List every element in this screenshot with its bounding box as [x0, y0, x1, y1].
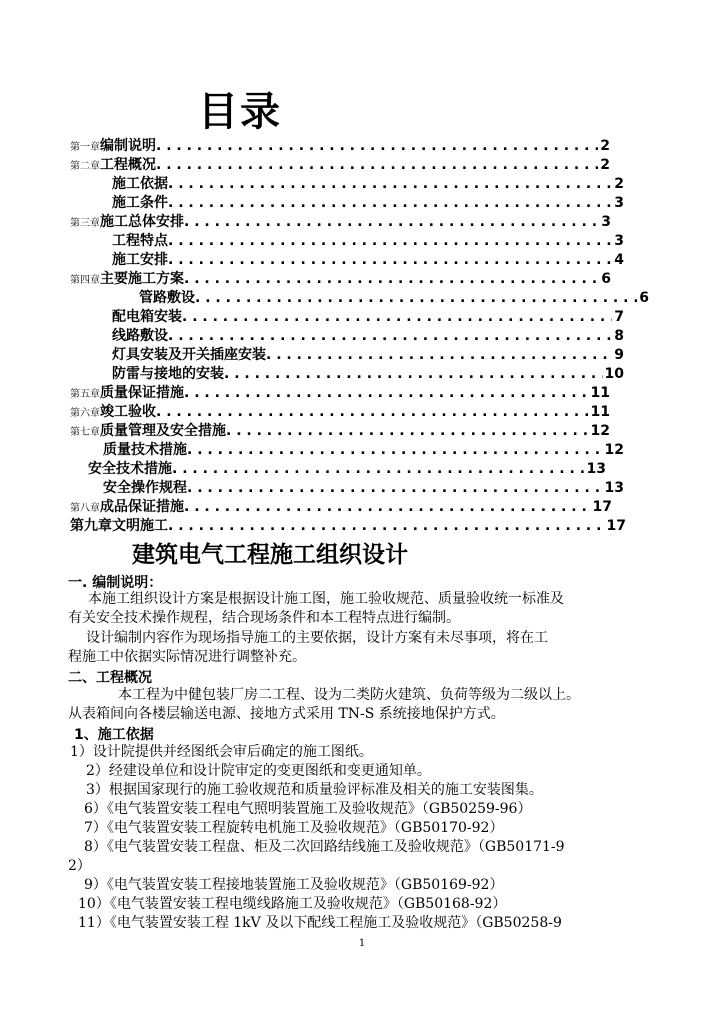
- toc-entry-label: 配电箱安装: [112, 309, 182, 324]
- paragraph-line: 从表箱间向各楼层输送电源、接地方式采用 TN-S 系统接地保护方式。: [68, 706, 505, 722]
- toc-entry-page: 8: [614, 328, 624, 343]
- toc-entry[interactable]: [70, 211, 611, 229]
- toc-entry-page: 17: [592, 499, 612, 514]
- toc-leader-dots: [195, 290, 637, 305]
- list-item: 2）: [68, 858, 91, 874]
- toc-chapter-prefix: 第二章: [70, 161, 100, 172]
- toc-entry[interactable]: [139, 287, 649, 305]
- section-heading: 一. 编制说明：: [68, 575, 163, 591]
- toc-entry-label: 施工依据: [112, 176, 168, 191]
- toc-leader-dots: [224, 366, 603, 381]
- toc-entry-page: 13: [604, 480, 624, 495]
- toc-chapter-prefix: 第五章: [70, 389, 100, 400]
- toc-leader-dots: [156, 138, 598, 153]
- toc-entry-label: 工程特点: [112, 233, 168, 248]
- toc-entry[interactable]: [70, 401, 610, 419]
- section-heading: 二、工程概况: [68, 670, 152, 686]
- toc-entry-label: 竣工验收: [100, 404, 156, 419]
- toc-title: 目录: [198, 89, 282, 135]
- toc-entry-label: 安全技术措施: [88, 461, 172, 476]
- paragraph-line: 本工程为中健包装厂房二工程、设为二类防火建筑、负荷等级为二级以上。: [118, 687, 580, 703]
- page-number: 1: [358, 938, 366, 949]
- toc-entry[interactable]: [112, 325, 624, 343]
- list-item: 11）《电气装置安装工程 1kV 及以下配线工程施工及验收规范》（GB50258-9: [78, 915, 562, 931]
- toc-leader-dots: [182, 309, 612, 324]
- toc-leader-dots: [156, 404, 589, 419]
- toc-leader-dots: [184, 499, 591, 514]
- toc-leader-dots: [266, 347, 612, 362]
- toc-entry-label: 质量保证措施: [100, 385, 184, 400]
- toc-entry[interactable]: [112, 249, 624, 267]
- toc-entry-page: 11: [590, 385, 610, 400]
- toc-entry-label: 主要施工方案: [100, 271, 184, 286]
- toc-entry-page: 2: [600, 138, 610, 153]
- toc-leader-dots: [184, 271, 599, 286]
- toc-entry-label: 管路敷设: [139, 290, 195, 305]
- toc-leader-dots: [156, 157, 598, 172]
- toc-entry-label: 编制说明: [100, 138, 156, 153]
- toc-entry[interactable]: [70, 496, 612, 514]
- toc-leader-dots: [168, 328, 612, 343]
- list-item: 9）《电气装置安装工程接地装置施工及验收规范》（GB50169-92）: [84, 877, 504, 893]
- list-item: 2）经建设单位和设计院审定的变更图纸和变更通知单。: [86, 763, 431, 779]
- list-item: 8）《电气装置安装工程盘、柜及二次回路结线施工及验收规范》（GB50171-9: [84, 839, 565, 855]
- toc-entry-label: 施工安排: [112, 252, 168, 267]
- toc-entry[interactable]: [112, 192, 624, 210]
- toc-entry[interactable]: [112, 344, 624, 362]
- toc-entry-page: 12: [590, 423, 610, 438]
- toc-entry-page: 13: [586, 461, 606, 476]
- toc-entry[interactable]: [70, 135, 610, 153]
- toc-entry-label: 施工总体安排: [100, 214, 184, 229]
- toc-leader-dots: [187, 442, 603, 457]
- list-item: 1）设计院提供并经图纸会审后确定的施工图纸。: [70, 744, 373, 760]
- toc-entry[interactable]: [112, 230, 624, 248]
- toc-entry-page: 10: [604, 366, 624, 381]
- toc-chapter-prefix: 第八章: [70, 503, 100, 514]
- paragraph-line: 本施工组织设计方案是根据设计施工图，施工验收规范、质量验收统一标准及: [88, 591, 564, 607]
- toc-chapter-prefix: 第六章: [70, 408, 100, 419]
- toc-entry-label: 质量管理及安全措施: [100, 423, 226, 438]
- toc-entry[interactable]: [112, 306, 624, 324]
- toc-leader-dots: [184, 385, 589, 400]
- toc-entry-page: 9: [614, 347, 624, 362]
- list-item: 10）《电气装置安装工程电缆线路施工及验收规范》（GB50168-92）: [78, 896, 507, 912]
- paragraph-line: 设计编制内容作为现场指导施工的主要依据，设计方案有未尽事项，将在工: [86, 630, 548, 646]
- toc-entry[interactable]: [112, 173, 624, 191]
- toc-leader-dots: [168, 195, 612, 210]
- toc-leader-dots: [184, 214, 599, 229]
- toc-entry-label: 第九章文明施工: [70, 518, 168, 533]
- toc-entry-label: 防雷与接地的安装: [112, 366, 224, 381]
- toc-entry-page: 12: [604, 442, 624, 457]
- toc-leader-dots: [168, 252, 612, 267]
- toc-entry-label: 灯具安装及开关插座安装: [112, 347, 266, 362]
- toc-entry-page: 3: [614, 195, 624, 210]
- toc-entry[interactable]: [70, 268, 611, 286]
- toc-entry-label: 施工条件: [112, 195, 168, 210]
- toc-leader-dots: [168, 176, 612, 191]
- document-title: 建筑电气工程施工组织设计: [132, 542, 408, 568]
- toc-entry-label: 工程概况: [100, 157, 156, 172]
- toc-entry-page: 2: [600, 157, 610, 172]
- toc-entry-label: 线路敷设: [112, 328, 168, 343]
- toc-leader-dots: [187, 480, 603, 495]
- toc-chapter-prefix: 第一章: [70, 142, 100, 153]
- toc-entry-label: 成品保证措施: [100, 499, 184, 514]
- toc-entry-page: 3: [601, 214, 611, 229]
- toc-entry-page: 6: [639, 290, 649, 305]
- toc-entry-page: 7: [614, 309, 624, 324]
- toc-entry-page: 2: [614, 176, 624, 191]
- toc-chapter-prefix: 第三章: [70, 218, 100, 229]
- toc-entry-page: 6: [601, 271, 611, 286]
- toc-entry[interactable]: [70, 382, 610, 400]
- toc-leader-dots: [172, 461, 585, 476]
- toc-chapter-prefix: 第四章: [70, 275, 100, 286]
- toc-entry[interactable]: [112, 363, 624, 381]
- list-item: 3）根据国家现行的施工验收规范和质量验评标准及相关的施工安装图集。: [86, 782, 543, 798]
- toc-entry-label: 质量技术措施: [103, 442, 187, 457]
- toc-entry[interactable]: [70, 515, 626, 533]
- toc-entry[interactable]: [103, 439, 624, 457]
- toc-leader-dots: [226, 423, 589, 438]
- toc-entry-page: 3: [614, 233, 624, 248]
- toc-leader-dots: [168, 233, 612, 248]
- toc-entry-label: 安全操作规程: [103, 480, 187, 495]
- toc-leader-dots: [168, 518, 605, 533]
- paragraph-line: 有关安全技术操作规程，结合现场条件和本工程特点进行编制。: [68, 610, 460, 626]
- toc-entry[interactable]: [70, 420, 610, 438]
- list-item: 7）《电气装置安装工程旋转电机施工及验收规范》（GB50170-92）: [84, 820, 504, 836]
- toc-entry[interactable]: [103, 477, 624, 495]
- toc-entry[interactable]: [70, 154, 610, 172]
- toc-entry-page: 17: [606, 518, 626, 533]
- list-item: 6）《电气装置安装工程电气照明装置施工及验收规范》（GB50259-96）: [84, 801, 532, 817]
- toc-chapter-prefix: 第七章: [70, 427, 100, 438]
- toc-entry[interactable]: [88, 458, 606, 476]
- subsection-heading: 1、施工依据: [74, 727, 154, 743]
- toc-entry-page: 11: [590, 404, 610, 419]
- toc-entry-page: 4: [614, 252, 624, 267]
- paragraph-line: 程施工中依据实际情况进行调整补充。: [68, 649, 306, 665]
